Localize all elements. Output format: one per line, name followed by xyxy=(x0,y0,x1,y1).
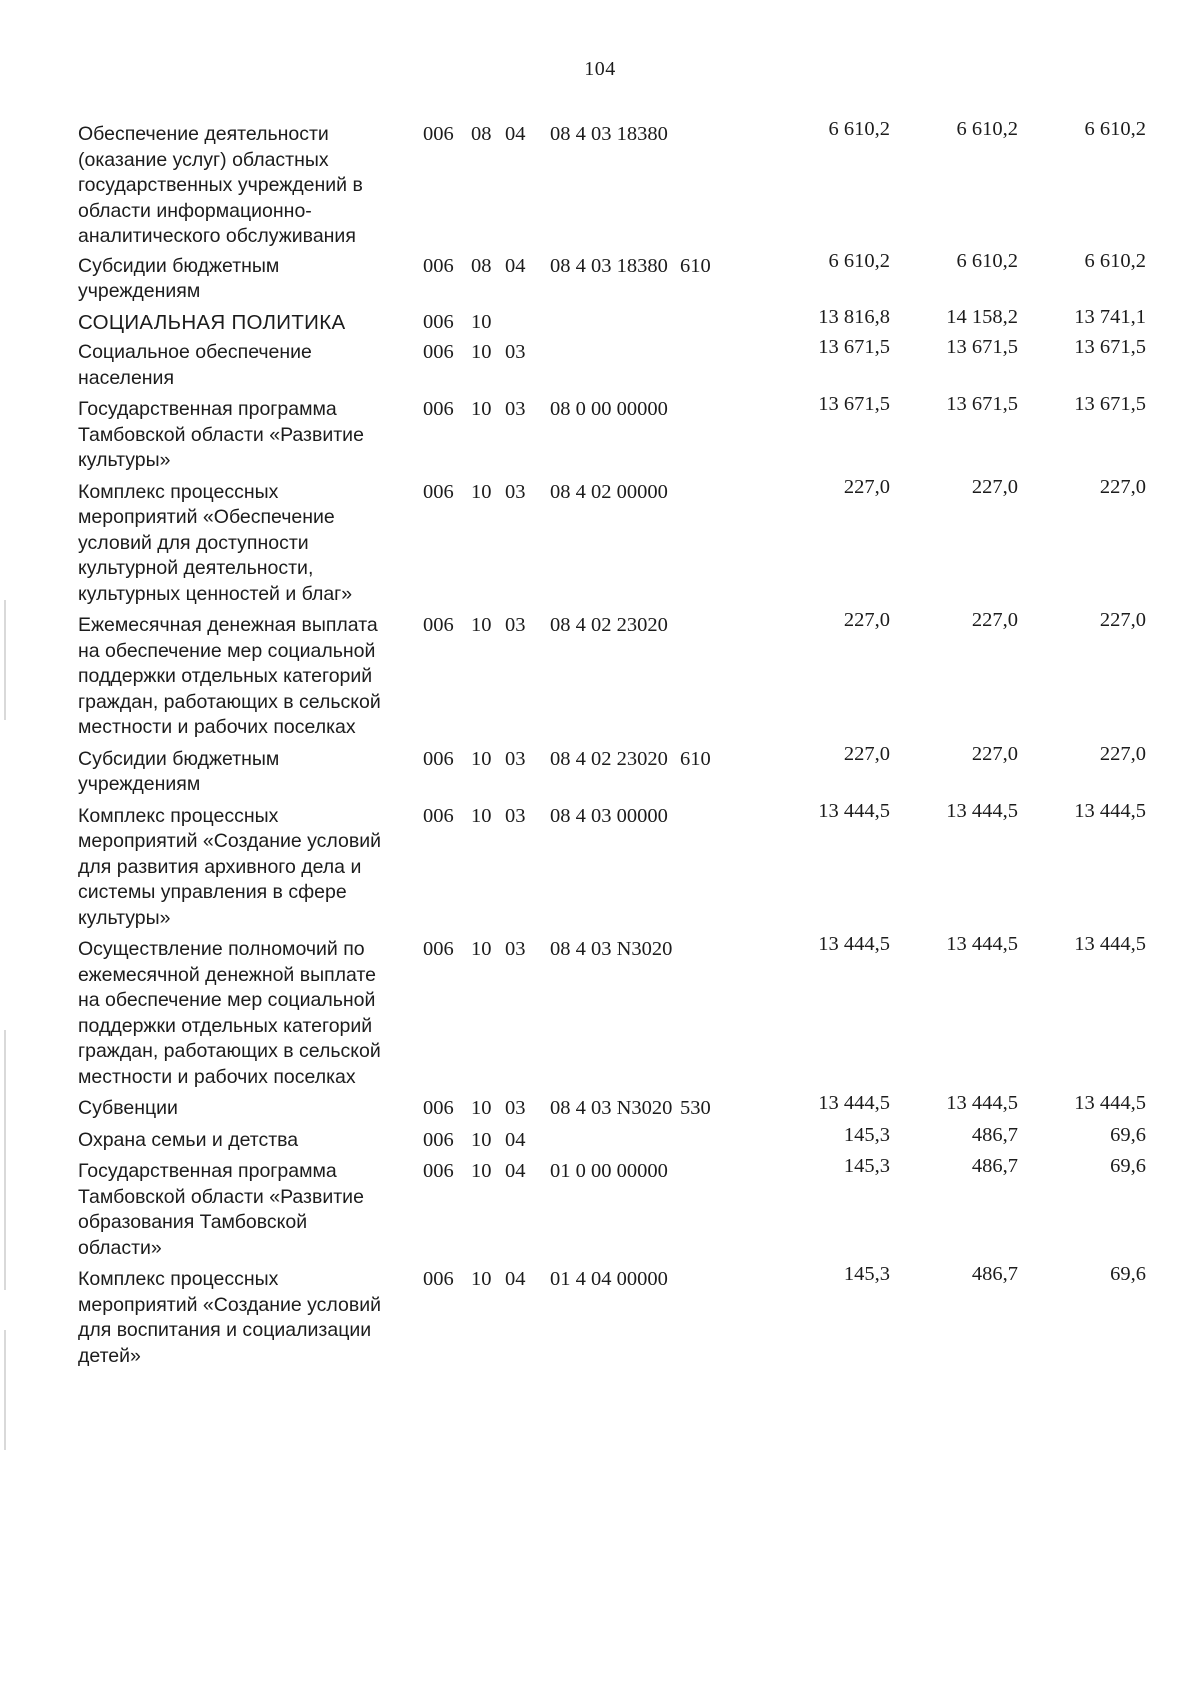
ved-code: 006 xyxy=(423,398,454,420)
ved-code: 006 xyxy=(423,938,454,960)
row-name: Государственная программа Тамбовской области «Развитие образования Тамбовской области» xyxy=(78,1160,364,1259)
amount-year-2: 6 610,2 xyxy=(956,249,1018,272)
target-article-code: 08 0 00 00000 xyxy=(550,398,668,420)
subsection-code: 03 xyxy=(505,804,526,827)
amount-year-3: 227,0 xyxy=(1099,475,1146,498)
amount-year-2: 227,0 xyxy=(971,609,1018,631)
row-name: Комплекс процессных мероприятий «Создание условий для развития архивного дела и системы управления в сфере культуры» xyxy=(78,804,382,929)
amount-year-2: 13 671,5 xyxy=(946,336,1018,358)
row-name: СОЦИАЛЬНАЯ ПОЛИТИКА xyxy=(78,310,346,334)
amount-year-1: 6 610,2 xyxy=(828,118,890,140)
subsection-code: 03 xyxy=(505,747,526,770)
amount-year-2: 13 444,5 xyxy=(946,799,1018,822)
budget-table xyxy=(78,118,1168,1369)
amount-year-1: 145,3 xyxy=(843,1155,890,1177)
target-article-code: 08 4 03 N3020 xyxy=(550,938,673,960)
scan-edge-mark xyxy=(4,600,6,720)
subsection-code: 04 xyxy=(505,1128,526,1151)
amount-year-1: 6 610,2 xyxy=(828,249,890,272)
amount-year-1: 227,0 xyxy=(843,742,890,765)
amount-year-1: 13 444,5 xyxy=(818,1092,890,1114)
amount-year-3: 6 610,2 xyxy=(1084,118,1146,140)
amount-year-1: 145,3 xyxy=(843,1263,890,1285)
amount-year-2: 13 444,5 xyxy=(946,1092,1018,1114)
scan-edge-mark xyxy=(4,1330,6,1450)
amount-year-1: 13 444,5 xyxy=(818,933,890,955)
section-code: 10 xyxy=(471,938,492,960)
amount-year-2: 13 444,5 xyxy=(946,933,1018,955)
amount-year-2: 486,7 xyxy=(971,1263,1018,1285)
row-name: Комплекс процессных мероприятий «Обеспечение условий для доступности культурной деятельности, культурных ценностей и благ» xyxy=(78,480,353,605)
table-row xyxy=(78,1263,1168,1369)
section-code: 08 xyxy=(471,254,492,277)
table-row xyxy=(78,609,1168,741)
amount-year-2: 6 610,2 xyxy=(956,118,1018,140)
ved-code: 006 xyxy=(423,254,454,277)
amount-year-1: 227,0 xyxy=(843,609,890,631)
amount-year-3: 6 610,2 xyxy=(1084,249,1146,272)
ved-code: 006 xyxy=(423,1128,454,1151)
row-name: Комплекс процессных мероприятий «Создание условий для воспитания и социализации детей» xyxy=(78,1268,382,1367)
amount-year-2: 486,7 xyxy=(971,1123,1018,1146)
amount-year-2: 13 671,5 xyxy=(946,393,1018,415)
amount-year-3: 13 741,1 xyxy=(1074,305,1146,328)
ved-code: 006 xyxy=(423,1160,454,1182)
table-row xyxy=(78,1155,1168,1261)
table-row xyxy=(78,475,1168,608)
section-code: 08 xyxy=(471,123,492,145)
table-row xyxy=(78,933,1168,1090)
target-article-code: 08 4 03 18380 xyxy=(550,123,668,145)
amount-year-1: 13 444,5 xyxy=(818,799,890,822)
subsection-code: 03 xyxy=(505,341,526,363)
amount-year-3: 227,0 xyxy=(1099,609,1146,631)
scan-edge-mark xyxy=(4,1030,6,1290)
table-row xyxy=(78,249,1168,305)
subsection-code: 03 xyxy=(505,614,526,636)
section-code: 10 xyxy=(471,1160,492,1182)
ved-code: 006 xyxy=(423,1268,454,1290)
section-code: 10 xyxy=(471,804,492,827)
section-code: 10 xyxy=(471,1268,492,1290)
row-name: Охрана семьи и детства xyxy=(78,1128,299,1151)
amount-year-3: 69,6 xyxy=(1110,1155,1146,1177)
amount-year-3: 13 444,5 xyxy=(1074,799,1146,822)
table-row xyxy=(78,742,1168,798)
section-code: 10 xyxy=(471,398,492,420)
amount-year-2: 227,0 xyxy=(971,475,1018,498)
row-name: Ежемесячная денежная выплата на обеспечение мер социальной поддержки отдельных категорий граждан, работающих в сельской местности и рабочих поселках xyxy=(78,614,381,738)
amount-year-1: 13 816,8 xyxy=(818,305,890,328)
target-article-code: 01 0 00 00000 xyxy=(550,1160,668,1182)
ved-code: 006 xyxy=(423,123,454,145)
subsection-code: 03 xyxy=(505,398,526,420)
subsection-code: 03 xyxy=(505,1097,526,1119)
subsection-code: 03 xyxy=(505,938,526,960)
row-name: Обеспечение деятельности (оказание услуг) областных государственных учреждений в области информационно- аналитического обслуживания xyxy=(78,123,363,247)
section-code: 10 xyxy=(471,341,492,363)
table-row-section-heading xyxy=(78,305,1168,336)
section-code: 10 xyxy=(471,1097,492,1119)
expense-type-code: 610 xyxy=(680,254,711,277)
ved-code: 006 xyxy=(423,747,454,770)
section-code: 10 xyxy=(471,480,492,503)
section-code: 10 xyxy=(471,310,492,333)
amount-year-3: 13 444,5 xyxy=(1074,933,1146,955)
row-name: Государственная программа Тамбовской области «Развитие культуры» xyxy=(78,398,364,471)
target-article-code: 08 4 02 00000 xyxy=(550,480,668,503)
section-code: 10 xyxy=(471,1128,492,1151)
amount-year-1: 227,0 xyxy=(843,475,890,498)
amount-year-1: 13 671,5 xyxy=(818,336,890,358)
ved-code: 006 xyxy=(423,1097,454,1119)
row-name: Субвенции xyxy=(78,1097,178,1119)
target-article-code: 08 4 03 N3020 xyxy=(550,1097,673,1119)
target-article-code: 08 4 03 00000 xyxy=(550,804,668,827)
target-article-code: 08 4 02 23020 xyxy=(550,614,668,636)
target-article-code: 01 4 04 00000 xyxy=(550,1268,668,1290)
row-name: Социальное обеспечение населения xyxy=(78,341,312,389)
amount-year-2: 14 158,2 xyxy=(946,305,1018,328)
amount-year-1: 145,3 xyxy=(843,1123,890,1146)
row-name: Субсидии бюджетным учреждениям xyxy=(78,254,280,302)
amount-year-3: 227,0 xyxy=(1099,742,1146,765)
row-name: Осуществление полномочий по ежемесячной денежной выплате на обеспечение мер социальной поддержки отдельных категорий граждан, работающих в сельской местности и рабочих поселках xyxy=(78,938,381,1088)
amount-year-3: 69,6 xyxy=(1110,1263,1146,1285)
ved-code: 006 xyxy=(423,341,454,363)
subsection-code: 04 xyxy=(505,123,526,145)
amount-year-3: 13 444,5 xyxy=(1074,1092,1146,1114)
table-row xyxy=(78,1092,1168,1122)
ved-code: 006 xyxy=(423,804,454,827)
table-row xyxy=(78,1123,1168,1154)
amount-year-1: 13 671,5 xyxy=(818,393,890,415)
subsection-code: 04 xyxy=(505,254,526,277)
table-row xyxy=(78,799,1168,932)
page-number: 104 xyxy=(584,58,616,80)
table-row xyxy=(78,336,1168,391)
target-article-code: 08 4 02 23020 xyxy=(550,747,668,770)
subsection-code: 04 xyxy=(505,1268,526,1290)
section-code: 10 xyxy=(471,747,492,770)
ved-code: 006 xyxy=(423,480,454,503)
expense-type-code: 610 xyxy=(680,747,711,770)
amount-year-3: 13 671,5 xyxy=(1074,336,1146,358)
ved-code: 006 xyxy=(423,310,454,333)
table-row xyxy=(78,118,1168,250)
amount-year-3: 13 671,5 xyxy=(1074,393,1146,415)
amount-year-2: 227,0 xyxy=(971,742,1018,765)
target-article-code: 08 4 03 18380 xyxy=(550,254,668,277)
amount-year-2: 486,7 xyxy=(971,1155,1018,1177)
expense-type-code: 530 xyxy=(680,1097,711,1119)
amount-year-3: 69,6 xyxy=(1110,1123,1146,1146)
subsection-code: 04 xyxy=(505,1160,526,1182)
table-row xyxy=(78,393,1168,474)
section-code: 10 xyxy=(471,614,492,636)
ved-code: 006 xyxy=(423,614,454,636)
subsection-code: 03 xyxy=(505,480,526,503)
row-name: Субсидии бюджетным учреждениям xyxy=(78,747,280,795)
